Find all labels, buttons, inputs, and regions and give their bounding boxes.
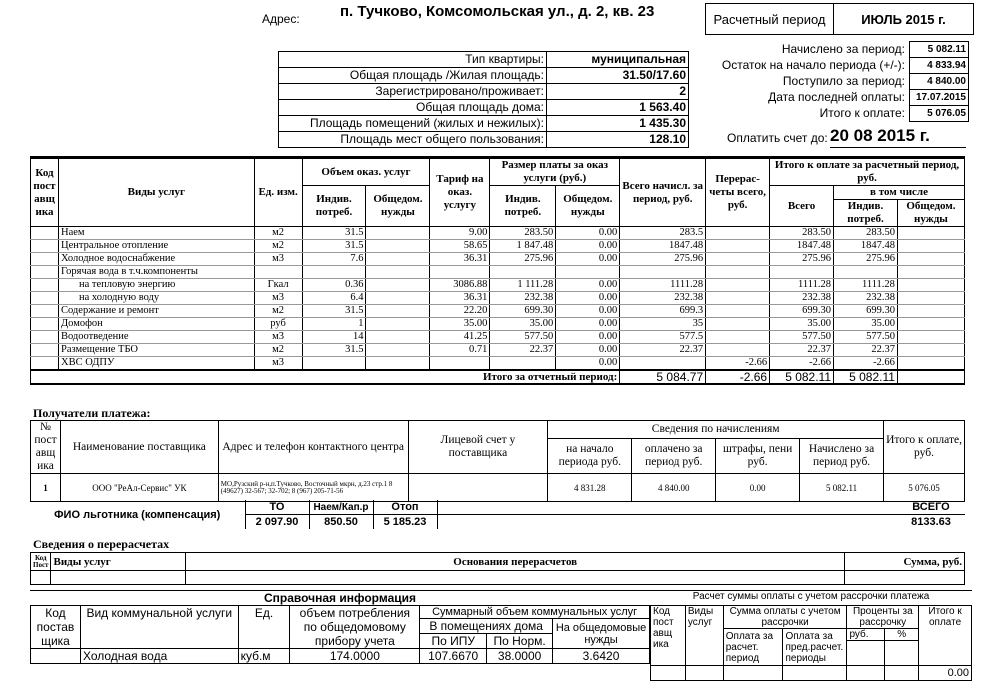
reference-table [30,605,650,664]
table-row [705,42,969,58]
cell-unit: м2 [254,240,302,253]
cell-dt: 1111.28 [770,279,834,292]
rec-col-account: Лицевой счет у поставщика [408,421,548,474]
cell-dt: 275.96 [770,253,834,266]
cell-pi: 1 111.28 [490,279,556,292]
cell-vc [366,279,430,292]
cell-dt: 35.00 [770,318,834,331]
cell-tot: 275.96 [620,253,706,266]
cell-dc [897,279,964,292]
cell-unit: м3 [254,331,302,344]
ref-service: Холодная вода [80,649,238,664]
col-payment: Размер платы за оказ услуги (руб.) [490,158,620,186]
cell-dc [897,240,964,253]
ref-col-norm: По Норм. [487,634,553,649]
recalc-col-basis: Основания перерасчетов [186,553,845,571]
col-tariff: Тариф на оказ. услугу [430,158,490,227]
cell-service: на холодную воду [58,292,254,305]
benefit-h-naem: Наем/Кап.р [309,500,373,515]
cell-pc: 0.00 [556,292,620,305]
cell-vi: 14 [302,331,366,344]
cell-tot: 699.3 [620,305,706,318]
cell-dc [897,292,964,305]
total-recalc: -2.66 [706,370,770,384]
cell-di: 275.96 [834,253,898,266]
cell-pc: 0.00 [556,331,620,344]
cell-vc [366,292,430,305]
cell-pc: 0.00 [556,305,620,318]
col-due-total: Всего [770,186,834,227]
ras-col-services: Виды услуг [685,606,723,666]
cell-vi: 31.5 [302,227,366,240]
cell-t: 0.71 [430,344,490,357]
summary-value: 4 840.00 [910,74,969,90]
cell-pi: 577.50 [490,331,556,344]
total-charged: 5 084.77 [620,370,706,384]
cell-dc [897,318,964,331]
cell-code [31,357,59,371]
cell-re [706,240,770,253]
cell-dt: -2.66 [770,357,834,371]
apartment-label: Тип квартиры: [279,52,547,68]
rec-name: ООО "РеАл-Сервис" УК [60,474,218,502]
cell-service: Холодное водоснабжение [58,253,254,266]
benefit-h-to: ТО [245,500,309,515]
recalc-col-services: Виды услуг [51,553,186,571]
cell-di: 35.00 [834,318,898,331]
cell-service: на тепловую энергию [58,279,254,292]
table-row [705,58,969,74]
cell-service: Наем [58,227,254,240]
apartment-value: 1 563.40 [547,100,689,116]
cell-pi [490,266,556,279]
cell-pc: 0.00 [556,253,620,266]
apartment-label: Общая площадь дома: [279,100,547,116]
benefit-v-to: 2 097.90 [245,515,309,530]
cell-vc [366,227,430,240]
table-row [31,279,965,292]
table-row [31,331,965,344]
ras-col-sum: Сумма оплаты с учетом рассрочки [723,606,847,629]
cell-dt: 232.38 [770,292,834,305]
cell-code [31,331,59,344]
col-recalc: Перерас- четы всего, руб. [706,158,770,227]
charges-table [30,156,965,385]
ref-code [31,649,81,664]
cell-vi: 0.36 [302,279,366,292]
rec-fines: 0.00 [716,474,800,502]
cell-service: ХВС ОДПУ [58,357,254,371]
cell-pc: 0.00 [556,357,620,371]
cell-code [31,344,59,357]
cell-di: -2.66 [834,357,898,371]
total-due: 5 082.11 [770,370,834,384]
cell-code [31,292,59,305]
apartment-value: 31.50/17.60 [547,68,689,84]
cell-pc: 0.00 [556,227,620,240]
col-unit: Ед. изм. [254,158,302,227]
cell-re [706,266,770,279]
rec-col-info: Сведения по начислениям [548,421,884,439]
cell-re [706,318,770,331]
cell-vc [366,318,430,331]
apartment-label: Площадь мест общего пользования: [279,132,547,148]
summary-label: Поступило за период: [782,74,905,88]
cell-pi: 35.00 [490,318,556,331]
total-label: Итого за отчетный период: [31,370,620,384]
cell-pc: 0.00 [556,318,620,331]
period-value: ИЮЛЬ 2015 г. [861,11,946,27]
rec-col-code: № пост авщ ика [31,421,61,474]
cell-service: Водоотведение [58,331,254,344]
apartment-label: Площадь помещений (жилых и нежилых): [279,116,547,132]
recalc-col-code: Код Пост [31,553,51,571]
address-label: Адрес: [262,12,300,26]
rec-due: 5 076.05 [884,474,965,502]
recalc-title: Сведения о перерасчетах [33,537,170,551]
cell-tot: 1847.48 [620,240,706,253]
cell-unit: м3 [254,357,302,371]
rec-address: МО,Рузский р-н,п.Тучково, Восточный мкрн, д.23 стр.1 8 (49627) 32-567; 32-702; 8 (967) 205-71-56 [218,474,408,502]
rec-col-start: на начало периода руб. [548,439,632,474]
recipients-title: Получатели платежа: [33,406,151,420]
col-services: Виды услуг [58,158,254,227]
cell-unit: м2 [254,305,302,318]
cell-pi: 232.38 [490,292,556,305]
cell-re: -2.66 [706,357,770,371]
cell-dt: 577.50 [770,331,834,344]
rec-col-address: Адрес и телефон контактного центра [218,421,408,474]
ref-common: 3.6420 [553,649,650,664]
apartment-value: 1 435.30 [547,116,689,132]
cell-vi: 31.5 [302,344,366,357]
benefit-v-otop: 5 185.23 [373,515,437,530]
cell-t: 22.20 [430,305,490,318]
total-due-ind: 5 082.11 [834,370,898,384]
reference-title: Справочная информация [30,590,650,605]
summary-value: 5 076.05 [910,106,969,122]
table-row [31,318,965,331]
account-summary [705,41,969,122]
cell-t [430,357,490,371]
rec-paid: 4 840.00 [632,474,716,502]
total-due-common [897,370,964,384]
benefit-table [30,500,965,529]
table-row [31,292,965,305]
cell-dc [897,266,964,279]
ref-col-service: Вид коммунальной услуги [80,606,238,649]
cell-service: Центральное отопление [58,240,254,253]
ras-col-code: Код пост авщ ика [651,606,686,666]
pay-until-label: Оплатить счет до: [727,131,828,145]
ref-ipu: 107.6670 [420,649,487,664]
total-row [31,370,965,384]
apartment-label: Зарегистрировано/проживает: [279,84,547,100]
cell-vi: 31.5 [302,240,366,253]
cell-tot [620,266,706,279]
cell-pi: 22.37 [490,344,556,357]
cell-dt: 1847.48 [770,240,834,253]
rec-col-due: Итого к оплате, руб. [884,421,965,474]
apartment-info-table [278,51,689,148]
cell-tot: 283.5 [620,227,706,240]
cell-code [31,279,59,292]
table-row [31,305,965,318]
col-code: Код пост авщ ика [31,158,59,227]
ras-col-pct: Проценты за рассрочку [847,606,919,629]
cell-tot: 22.37 [620,344,706,357]
rec-col-paid: оплачено за период руб. [632,439,716,474]
ref-col-total: Суммарный объем коммунальных услуг [420,606,650,619]
ref-meter: 174.0000 [290,649,420,664]
cell-t [430,266,490,279]
recipients-table [30,420,965,502]
benefit-h-total: ВСЕГО [912,501,950,513]
cell-di: 699.30 [834,305,898,318]
cell-code [31,305,59,318]
cell-vi [302,266,366,279]
cell-re [706,253,770,266]
cell-t: 41.25 [430,331,490,344]
recalc-table [30,552,965,585]
cell-pi: 699.30 [490,305,556,318]
cell-unit [254,266,302,279]
rec-start: 4 831.28 [548,474,632,502]
rec-charged: 5 082.11 [800,474,884,502]
cell-code [31,227,59,240]
cell-vc [366,253,430,266]
summary-label: Дата последней оплаты: [768,90,905,104]
apartment-value: 128.10 [547,132,689,148]
cell-di: 1847.48 [834,240,898,253]
cell-unit: м3 [254,292,302,305]
table-row [279,84,689,100]
table-row [705,90,969,106]
cell-pi: 275.96 [490,253,556,266]
table-row [705,106,969,122]
table-row [31,240,965,253]
cell-t: 36.31 [430,253,490,266]
col-due: Итого к оплате за расчетный период, руб. [770,158,965,186]
summary-label: Начислено за период: [781,42,905,56]
cell-re [706,344,770,357]
cell-di: 283.50 [834,227,898,240]
cell-re [706,227,770,240]
col-vol-ind: Индив. потреб. [302,186,366,227]
address-value: п. Тучково, Комсомольская ул., д. 2, кв. 23 [340,3,655,20]
cell-dt [770,266,834,279]
cell-tot: 35 [620,318,706,331]
period-label: Расчетный период [706,4,834,34]
summary-label: Итого к оплате: [819,106,905,120]
apartment-value: 2 [547,84,689,100]
cell-code [31,318,59,331]
ref-col-code: Код постав щика [31,606,81,649]
ref-col-meter: объем потребления по общедомовому прибору учета [290,606,420,649]
table-row [31,474,965,502]
ras-due-value: 0.00 [919,666,972,681]
ras-col-percent: % [885,629,919,641]
table-row [705,74,969,90]
summary-value: 17.07.2015 [910,90,969,106]
col-pay-ind: Индив. потреб. [490,186,556,227]
cell-pc: 0.00 [556,344,620,357]
cell-re [706,292,770,305]
cell-vc [366,266,430,279]
table-row [31,227,965,240]
cell-dc [897,331,964,344]
ref-unit: куб.м [238,649,290,664]
cell-vc [366,331,430,344]
cell-tot: 1111.28 [620,279,706,292]
table-row [31,357,965,371]
benefit-v-total: 8133.63 [911,516,951,528]
table-row [279,100,689,116]
cell-unit: руб [254,318,302,331]
cell-dt: 283.50 [770,227,834,240]
cell-vi: 31.5 [302,305,366,318]
cell-dc [897,305,964,318]
cell-t: 35.00 [430,318,490,331]
col-pay-common: Общедом. нужды [556,186,620,227]
rec-col-name: Наименование поставщика [60,421,218,474]
cell-re [706,305,770,318]
cell-service: Содержание и ремонт [58,305,254,318]
cell-t: 9.00 [430,227,490,240]
cell-dc [897,227,964,240]
cell-service: Размещение ТБО [58,344,254,357]
summary-value: 5 082.11 [910,42,969,58]
cell-pc: 0.00 [556,279,620,292]
table-row [279,68,689,84]
ref-norm: 38.0000 [487,649,553,664]
cell-re [706,279,770,292]
ras-col-prev: Оплата за пред.расчет. периоды [783,629,847,666]
cell-vi: 1 [302,318,366,331]
cell-code [31,253,59,266]
cell-dt: 699.30 [770,305,834,318]
recalc-col-sum: Сумма, руб. [845,553,965,571]
ras-col-cur: Оплата за расчет. период [723,629,783,666]
cell-pc: 0.00 [556,240,620,253]
cell-dc [897,253,964,266]
col-volume: Объем оказ. услуг [302,158,430,186]
cell-vc [366,357,430,371]
cell-di: 1111.28 [834,279,898,292]
installment-title: Расчет суммы оплаты с учетом рассрочки платежа [650,590,972,602]
rec-account [408,474,548,502]
pay-until-date: 20 08 2015 г. [830,126,930,145]
cell-dt: 22.37 [770,344,834,357]
period-box [705,3,974,35]
cell-t: 58.65 [430,240,490,253]
cell-service: Горячая вода в т.ч.компоненты [58,266,254,279]
cell-pc [556,266,620,279]
installment-table [650,605,972,681]
apartment-value: муниципальная [547,52,689,68]
benefit-label: ФИО льготника (компенсация) [54,508,221,521]
ras-col-rub: руб. [847,629,885,641]
table-row [31,266,965,279]
table-row [31,253,965,266]
cell-di: 232.38 [834,292,898,305]
cell-unit: м3 [254,253,302,266]
cell-unit: м2 [254,344,302,357]
cell-di: 22.37 [834,344,898,357]
cell-tot [620,357,706,371]
cell-pi: 283.50 [490,227,556,240]
cell-code [31,266,59,279]
rec-code: 1 [31,474,61,502]
summary-label: Остаток на начало периода (+/-): [721,58,905,72]
benefit-h-otop: Отоп [373,500,437,515]
ref-col-ipu: По ИПУ [420,634,487,649]
cell-tot: 232.38 [620,292,706,305]
ras-col-due: Итого к оплате [919,606,972,666]
rec-col-fines: штрафы, пени руб. [716,439,800,474]
cell-code [31,240,59,253]
pay-until-underline [830,147,966,148]
apartment-label: Общая площадь /Жилая площадь: [279,68,547,84]
cell-vi: 7.6 [302,253,366,266]
summary-value: 4 833.94 [910,58,969,74]
col-due-incl: в том числе [834,186,965,200]
table-row [31,649,650,664]
cell-vc [366,344,430,357]
table-row [279,52,689,68]
cell-vi: 6.4 [302,292,366,305]
cell-pi [490,357,556,371]
cell-di [834,266,898,279]
cell-di: 577.50 [834,331,898,344]
col-due-common: Общедом. нужды [897,200,964,227]
ref-col-common: На общедомовые нужды [553,619,650,649]
cell-service: Домофон [58,318,254,331]
cell-re [706,331,770,344]
cell-vc [366,305,430,318]
table-row [31,344,965,357]
cell-dc [897,344,964,357]
ref-col-unit: Ед. [238,606,290,649]
cell-t: 3086.88 [430,279,490,292]
cell-t: 36.31 [430,292,490,305]
col-vol-common: Общедом. нужды [366,186,430,227]
cell-unit: Гкал [254,279,302,292]
cell-pi: 1 847.48 [490,240,556,253]
col-total: Всего начисл. за период, руб. [620,158,706,227]
cell-tot: 577.5 [620,331,706,344]
cell-vc [366,240,430,253]
rec-col-charged: Начислено за период руб. [800,439,884,474]
cell-vi [302,357,366,371]
benefit-v-naem: 850.50 [309,515,373,530]
ref-col-inhouse: В помещениях дома [420,619,553,634]
cell-dc [897,357,964,371]
table-row [279,116,689,132]
col-due-ind: Индив. потреб. [834,200,898,227]
table-row [279,132,689,148]
cell-unit: м2 [254,227,302,240]
